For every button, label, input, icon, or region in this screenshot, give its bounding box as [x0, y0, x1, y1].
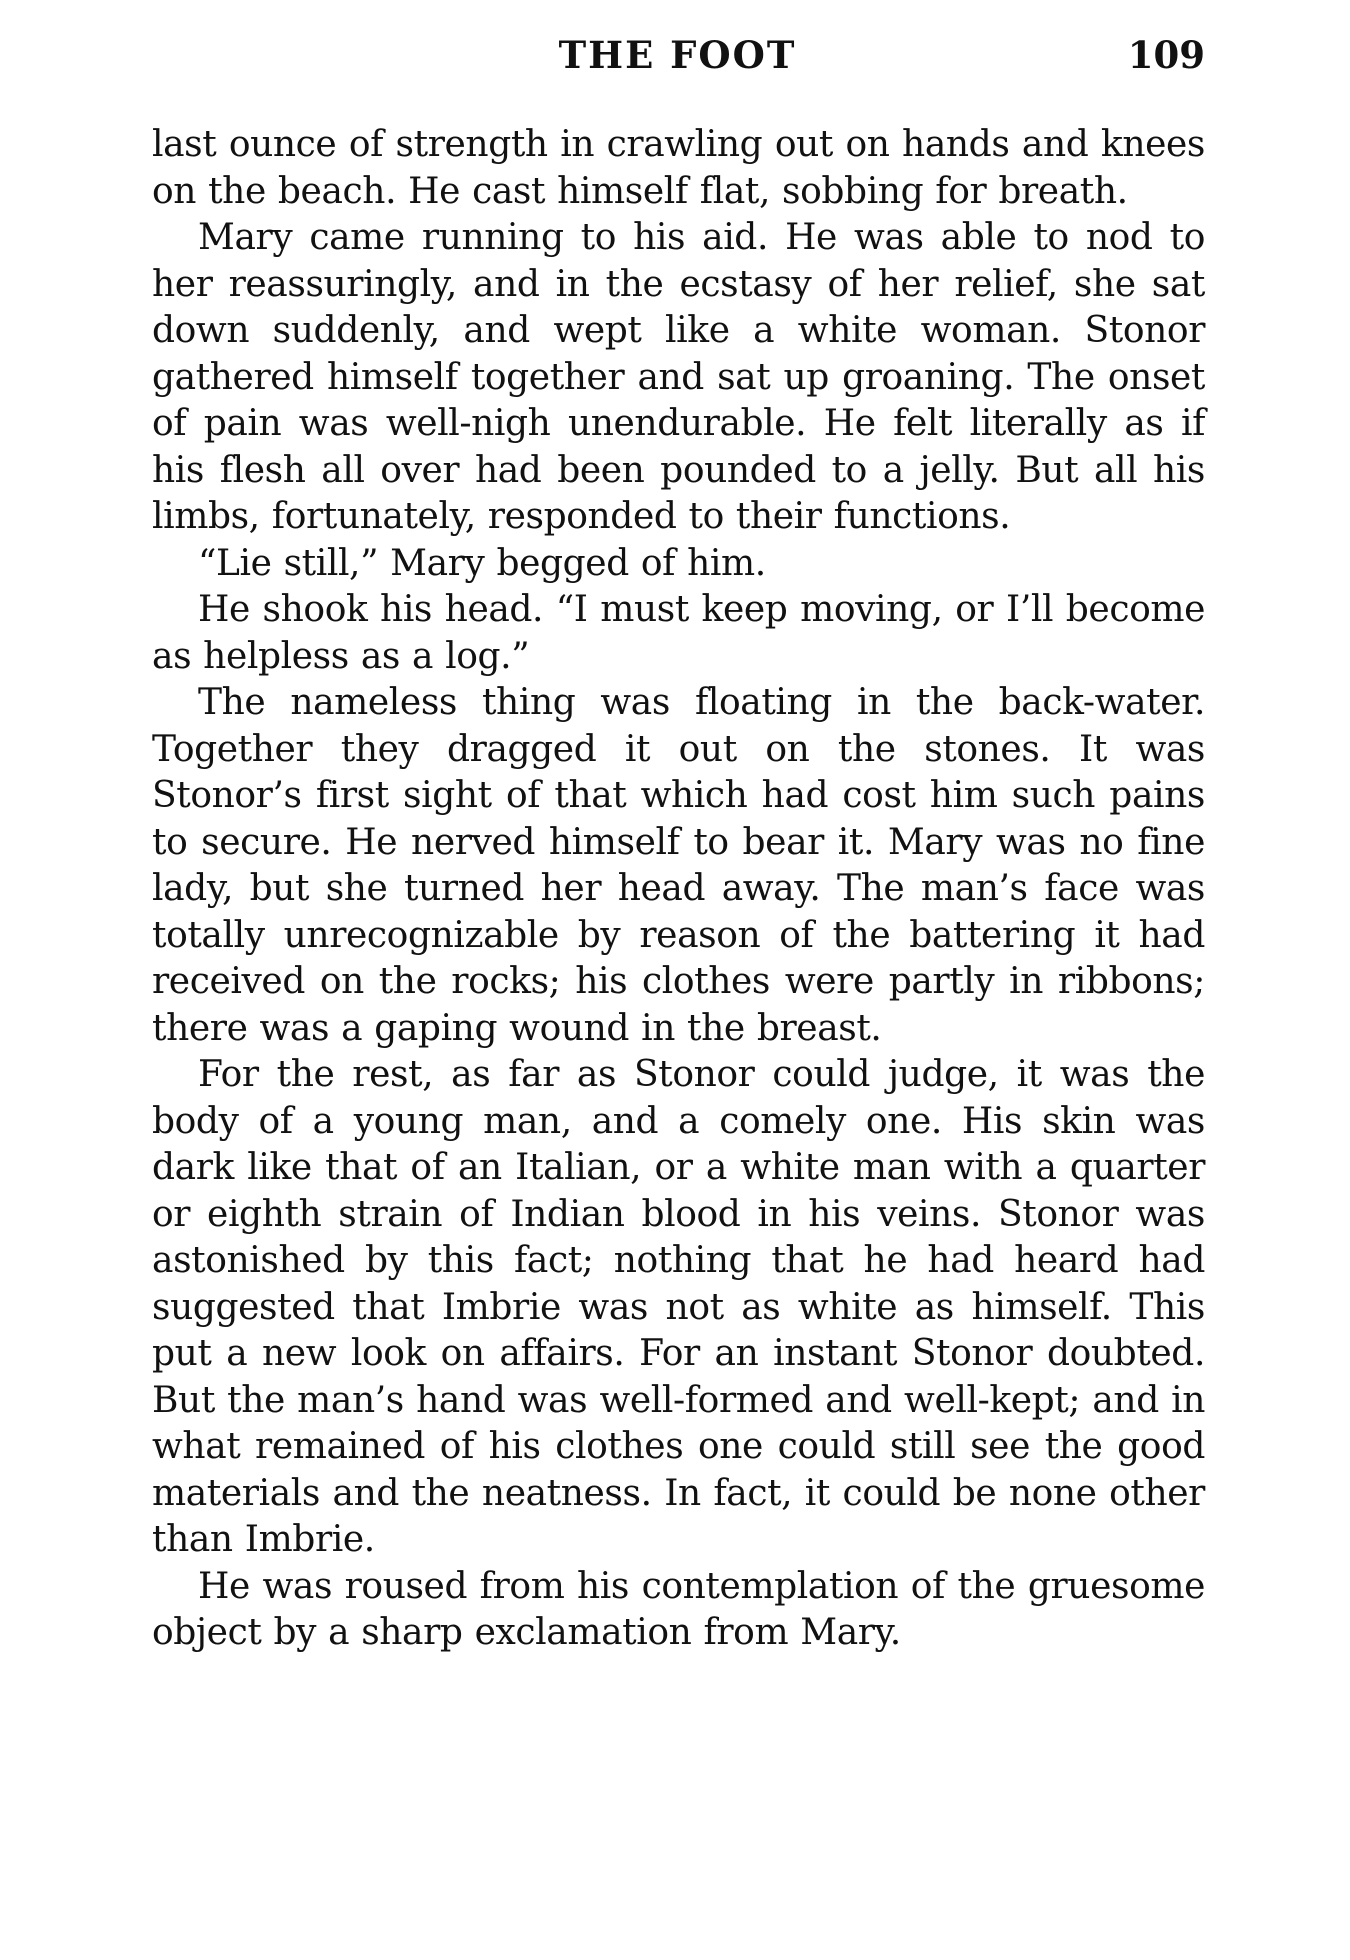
paragraph-4: He shook his head. “I must keep moving, or I’ll become as helpless as a log.”	[152, 589, 1205, 677]
paragraph-5: The nameless thing was floating in the back-water. Together they dragged it out on the stones. It was Stonor’s first sight of that which had cost him such pains to secure. He nerved himself to bear it. Mary was no fine lady, but she turned her head away. The man’s face was totally unrecognizable by reason of the battering it had received on the rocks; his clothes were partly in ribbons; there was a gaping wound in the breast.	[152, 682, 1205, 1049]
paragraph-1: last ounce of strength in crawling out on hands and knees on the beach. He cast himself flat, sobbing for breath.	[152, 124, 1205, 212]
paragraph-3: “Lie still,” Mary begged of him.	[198, 542, 766, 584]
body-text	[152, 122, 1205, 1657]
paragraph-6: For the rest, as far as Stonor could judge, it was the body of a young man, and a comely one. His skin was dark like that of an Italian, or a white man with a quarter or eighth strain of Indian blood in his veins. Stonor was astonished by this fact; nothing that he had heard had suggested that Imbrie was not as white as himself. This put a new look on affairs. For an instant Stonor doubted. But the man’s hand was well-formed and well-kept; and in what remained of his clothes one could still see the good materials and the neatness. In fact, it could be none other than Imbrie.	[152, 1054, 1205, 1560]
paragraph-7: He was roused from his contemplation of the gruesome object by a sharp exclamation from Mary.	[152, 1565, 1205, 1653]
running-title: THE FOOT	[558, 33, 797, 77]
page-number: 109	[1127, 33, 1205, 77]
running-head	[150, 30, 1205, 80]
paragraph-2: Mary came running to his aid. He was able to nod to her reassuringly, and in the ecstasy of her relief, she sat down suddenly, and wept like a white woman. Stonor gathered himself together and sat up groaning. The onset of pain was well-nigh unendurable. He felt literally as if his flesh all over had been pounded to a jelly. But all his limbs, fortunately, responded to their functions.	[152, 217, 1205, 537]
